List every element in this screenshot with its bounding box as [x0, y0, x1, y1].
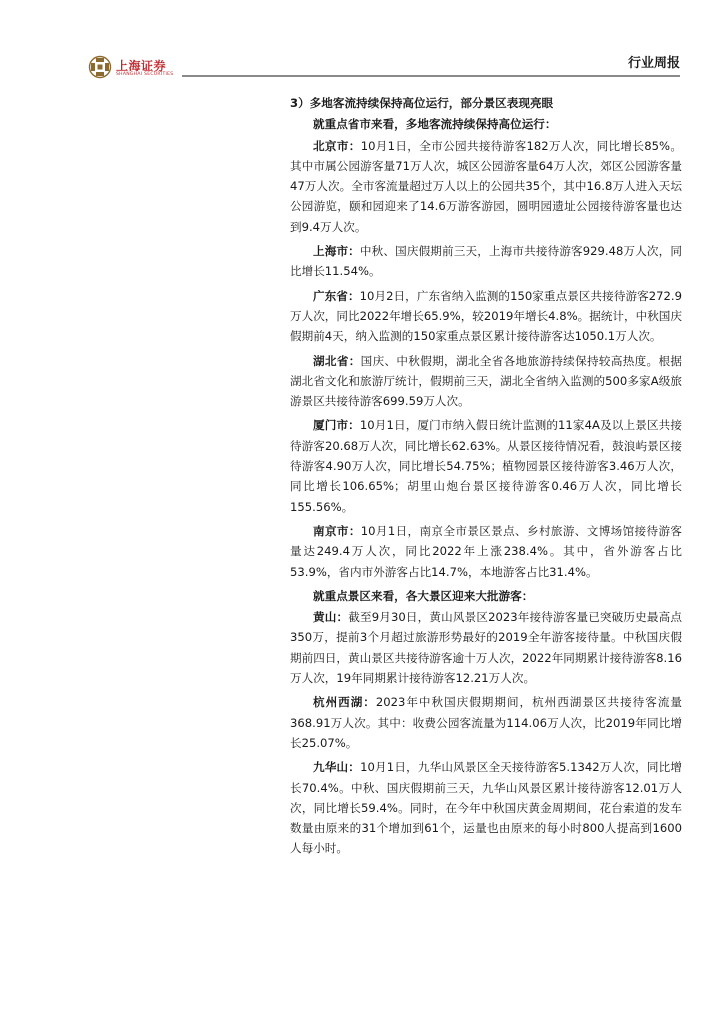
cities-intro: 就重点省市来看，多地客流持续保持高位运行：: [313, 117, 557, 132]
lead-guangdong: 广东省：: [313, 288, 360, 303]
lead-nanjing: 南京市：: [313, 523, 361, 538]
text-shanghai: 中秋、国庆假期前三天，上海市共接待游客929.48万人次，同比增长11.54%。: [290, 244, 682, 279]
lead-shanghai: 上海市：: [313, 244, 360, 259]
lead-jiuhua: 九华山：: [313, 760, 361, 775]
paragraph-shanghai: [290, 241, 682, 282]
text-hubei: 国庆、中秋假期，湖北全省各地旅游持续保持较高热度。根据湖北省文化和旅游厅统计，假期前三天，湖北全省纳入监测的500多家A级旅游景区共接待游客699.59万人次。: [290, 353, 682, 409]
page-header: [0, 0, 724, 80]
text-beijing: 10月1日，全市公园共接待游客182万人次，同比增长85%。其中市属公园游客量71万人次，城区公园游客量64万人次，郊区公园游客量47万人次。全市客流量超过万人以上的公园共35个，其中16.8万人进入天坛公园游览，颐和园迎来了14.6万游客游园，圆明园遗址公园接待游客量也达到9.4万人次。: [290, 138, 682, 234]
text-huangshan: 截至9月30日，黄山风景区2023年接待游客量已突破历史最高点350万，提前3个月超过旅游形势最好的2019全年游客接待量。中秋国庆假期前四日，黄山景区共接待游客逾十万人次，2022年同期累计接待游客8.16万人次，19年同期累计接待游客12.21万人次。: [290, 610, 682, 686]
lead-hubei: 湖北省：: [313, 353, 361, 368]
text-xiamen: 10月1日，厦门市纳入假日统计监测的11家4A及以上景区共接待游客20.68万人次，同比增长62.63%。从景区接待情况看，鼓浪屿景区接待游客4.90万人次，同比增长54.75%；植物园景区接待游客3.46万人次，同比增长106.65%；胡里山炮台景区接待游客0.46万人次，同比增长155.56%。: [290, 418, 682, 514]
paragraph-nanjing: [290, 521, 682, 582]
text-guangdong: 10月2日，广东省纳入监测的150家重点景区共接待游客272.9万人次，同比2022年增长65.9%，较2019年增长4.8%。据统计，中秋国庆假期前4天，纳入监测的150家重点景区累计接待游客达1050.1万人次。: [290, 288, 683, 344]
paragraph-hubei: [290, 351, 682, 412]
header-divider: [182, 75, 680, 77]
paragraph-jiuhua: [290, 757, 682, 858]
report-type-label: 行业周报: [627, 56, 680, 71]
paragraph-huangshan: [290, 607, 682, 688]
company-logo: [88, 55, 178, 85]
text-westlake: 2023年中秋国庆假期期间，杭州西湖景区共接待客流量368.91万人次。其中：收费公园客流量为114.06万人次，比2019年同比增长25.07%。: [290, 695, 683, 750]
text-jiuhua: 10月1日，九华山风景区全天接待游客5.1342万人次，同比增长70.4%。中秋、国庆假期前三天，九华山风景区累计接待游客12.01万人次，同比增长59.4%。同时，在今年中秋国庆黄金周期间，花台索道的发车数量由原来的31个增加到61个，运量也由原来的每小时800人提高到1600人每小时。: [290, 760, 682, 856]
lead-beijing: 北京市：: [313, 138, 361, 153]
section-heading: 3）多地客流持续保持高位运行，部分景区表现亮眼: [290, 96, 554, 110]
paragraph-xiamen: [290, 415, 682, 516]
logo-emblem-icon: [88, 55, 112, 79]
text-nanjing: 10月1日，南京全市景区景点、乡村旅游、文博场馆接待游客量达249.4万人次，同比2022年上涨238.4%。其中，省外游客占比53.9%，省内市外游客占比14.7%，本地游客占比31.4%。: [290, 523, 682, 579]
lead-huangshan: 黄山：: [313, 610, 349, 625]
paragraph-guangdong: [290, 286, 682, 347]
paragraph-beijing: [290, 136, 682, 237]
logo-text-en: SHANGHAI SECURITIES: [116, 72, 174, 77]
scenic-intro: 就重点景区来看，各大景区迎来大批游客：: [313, 588, 534, 603]
lead-xiamen: 厦门市：: [313, 418, 360, 433]
logo-text-cn: 上海证券: [116, 59, 167, 73]
paragraph-westlake: [290, 692, 682, 753]
report-body: [290, 93, 682, 863]
lead-westlake: 杭州西湖：: [313, 695, 376, 710]
